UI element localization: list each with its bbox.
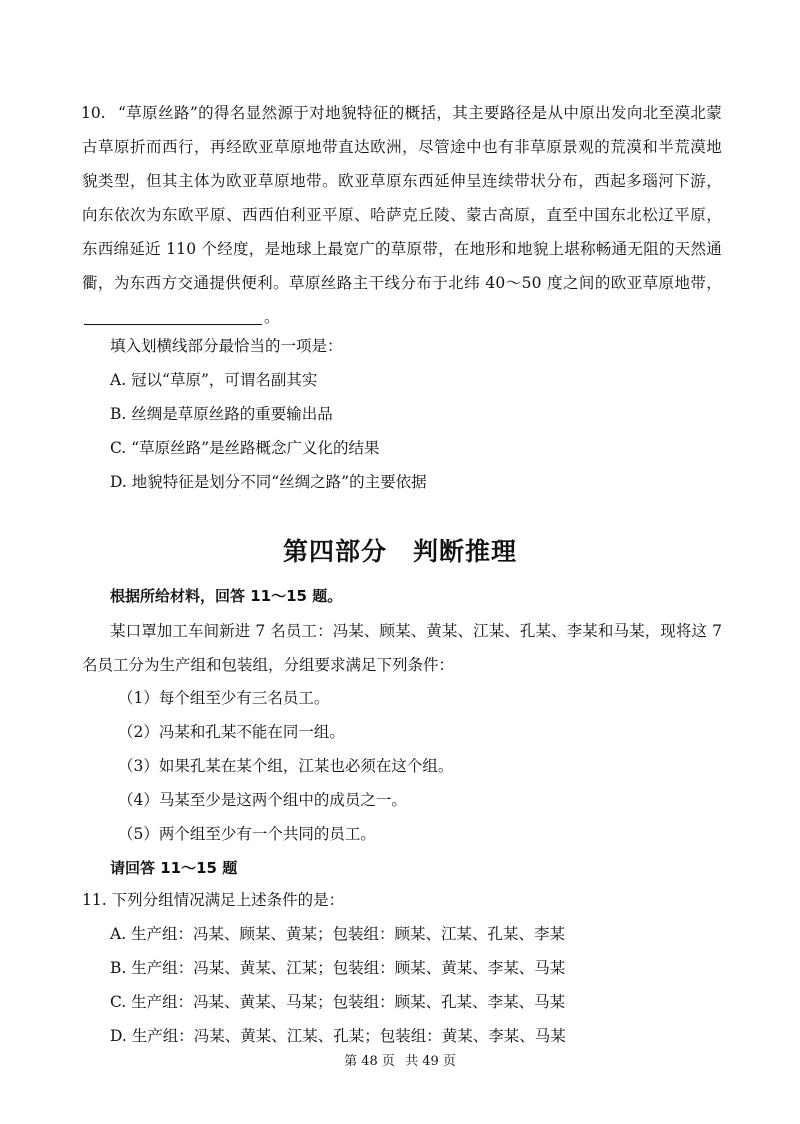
q11-option-c: C. 生产组：冯某、黄某、马某；包装组：顾某、孔某、李某、马某 — [110, 993, 566, 1011]
material-paragraph: 某口罩加工车间新进 7 名员工：冯某、顾某、黄某、江某、孔某、李某和马某，现将这 7 名员工分为生产组和包装组，分组要求满足下列条件： — [82, 622, 722, 674]
option-d: D. 地貌特征是划分不同“丝绸之路”的主要依据 — [110, 473, 427, 491]
q11-option-a: A. 生产组：冯某、顾某、黄某；包装组：顾某、江某、孔某、李某 — [110, 925, 566, 943]
condition-4: （4）马某至少是这两个组中的成员之一。 — [118, 791, 407, 809]
question-10-prompt: 填入划横线部分最恰当的一项是： — [110, 337, 343, 355]
section-title: 第四部分 判断推理 — [282, 537, 517, 566]
condition-2: （2）冯某和孔某不能在同一组。 — [118, 723, 345, 741]
page-number: 第 48 页 — [344, 1054, 395, 1069]
condition-1: （1）每个组至少有三名员工。 — [118, 689, 330, 707]
option-c: C. “草原丝路”是丝路概念广义化的结果 — [110, 439, 380, 457]
condition-3: （3）如果孔某在某个组，江某也必须在这个组。 — [118, 757, 454, 775]
q11-option-b: B. 生产组：冯某、黄某、江某；包装组：顾某、黄某、李某、马某 — [110, 959, 566, 977]
answer-prompt: 请回答 11～15 题 — [110, 859, 238, 877]
condition-5: （5）两个组至少有一个共同的员工。 — [118, 825, 376, 843]
fill-in-blank — [84, 306, 262, 325]
material-instruction: 根据所给材料，回答 11～15 题。 — [110, 587, 343, 605]
option-a: A. 冠以“草原”，可谓名副其实 — [110, 371, 318, 389]
page-footer — [0, 1050, 800, 1069]
passage-text: “草原丝路”的得名显然源于对地貌特征的概括，其主要路径是从中原出发向北至漠北蒙古草原折而西行，再经欧亚草原地带直达欧洲，尽管途中也有非草原景观的荒漠和半荒漠地貌类型，但其主体为欧亚草原地带。欧亚草原东西延伸呈连续带状分布，西起多瑙河下游，向东依次为东欧平原、西西伯利亚平原、哈萨克丘陵、蒙古高原，直至中国东北松辽平原，东西绵延近 110 个经度，是地球上最宽广的草原带，在地形和地貌上堪称畅通无阻的天然通衢，为东西方交通提供便利。草原丝路主干线分布于北纬 40～50 度之间的欧亚草原地带，。 — [82, 104, 722, 326]
q11-option-d: D. 生产组：冯某、黄某、江某、孔某；包装组：黄某、李某、马某 — [110, 1027, 566, 1045]
total-pages: 共 49 页 — [405, 1054, 456, 1069]
question-number: 10. — [81, 104, 106, 122]
option-b: B. 丝绸是草原丝路的重要输出品 — [110, 405, 333, 423]
question-10-passage — [82, 96, 722, 334]
question-11-stem: 11. 下列分组情况满足上述条件的是： — [82, 891, 345, 909]
